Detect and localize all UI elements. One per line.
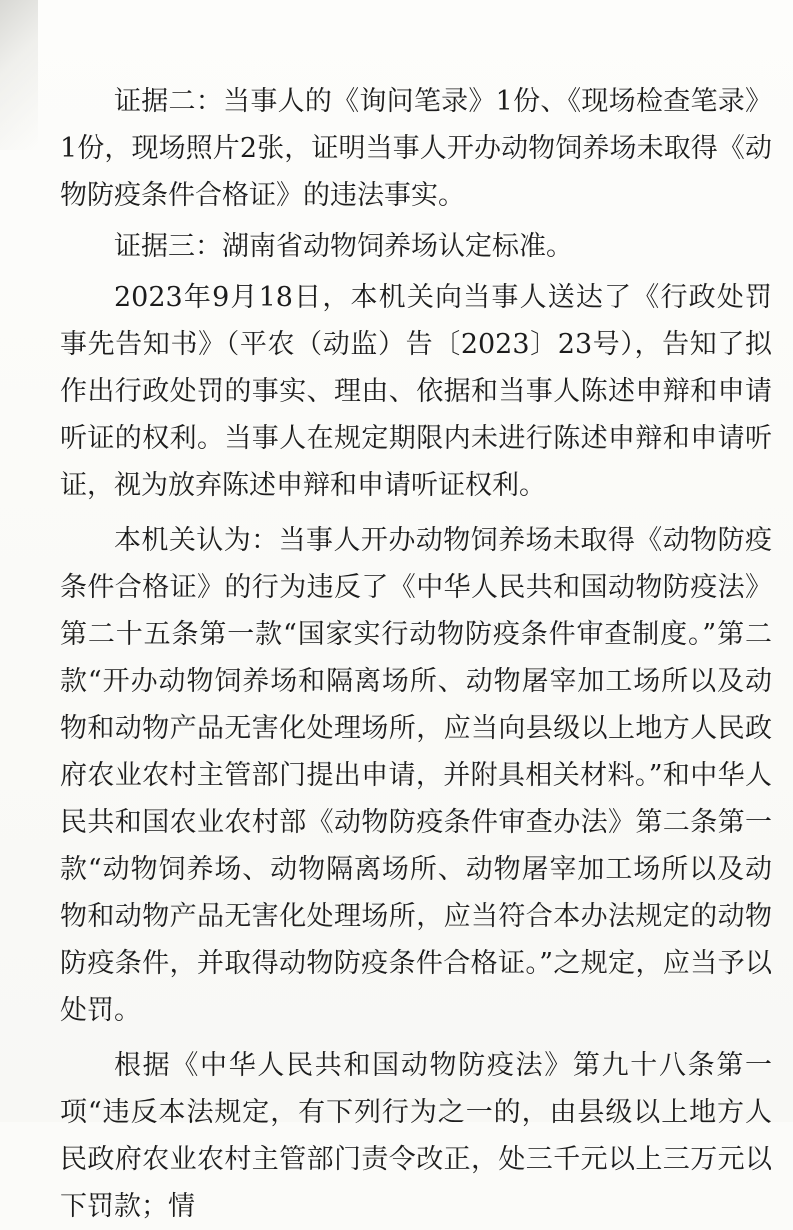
paragraph-evidence-three: 证据三：湖南省动物饲养场认定标准。 — [114, 231, 573, 262]
paragraph-notice-delivery: 2023年9月18日，本机关向当事人送达了《行政处罚事先告知书》（平农（动监）告〔2023〕23号），告知了拟作出行政处罚的事实、理由、依据和当事人陈述申辩和申请听证的权利。当事人在规定期限内未进行陈述申辩和申请听证，视为放弃陈述申辩和申请听证权利。 — [60, 282, 772, 501]
scan-shadow — [0, 0, 38, 150]
paragraph-agency-opinion: 本机关认为：当事人开办动物饲养场未取得《动物防疫条件合格证》的行为违反了《中华人民共和国动物防疫法》第二十五条第一款“国家实行动物防疫条件审查制度。”第二款“开办动物饲养场和隔离场所、动物屠宰加工场所以及动物和动物产品无害化处理场所，应当向县级以上地方人民政府农业农村主管部门提出申请，并附具相关材料。”和中华人民共和国农业农村部《动物防疫条件审查办法》第二条第一款“动物饲养场、动物隔离场所、动物屠宰加工场所以及动物和动物产品无害化处理场所，应当符合本办法规定的动物防疫条件，并取得动物防疫条件合格证。”之规定，应当予以处罚。 — [60, 525, 772, 1026]
paragraph-legal-basis: 根据《中华人民共和国动物防疫法》第九十八条第一项“违反本法规定，有下列行为之一的，由县级以上地方人民政府农业农村主管部门责令改正，处三千元以上三万元以下罚款；情 — [60, 1050, 772, 1222]
paragraph-evidence-two: 证据二：当事人的《询问笔录》1份、《现场检查笔录》1份，现场照片2张，证明当事人开办动物饲养场未取得《动物防疫条件合格证》的违法事实。 — [60, 86, 772, 211]
document-body — [60, 78, 772, 1230]
